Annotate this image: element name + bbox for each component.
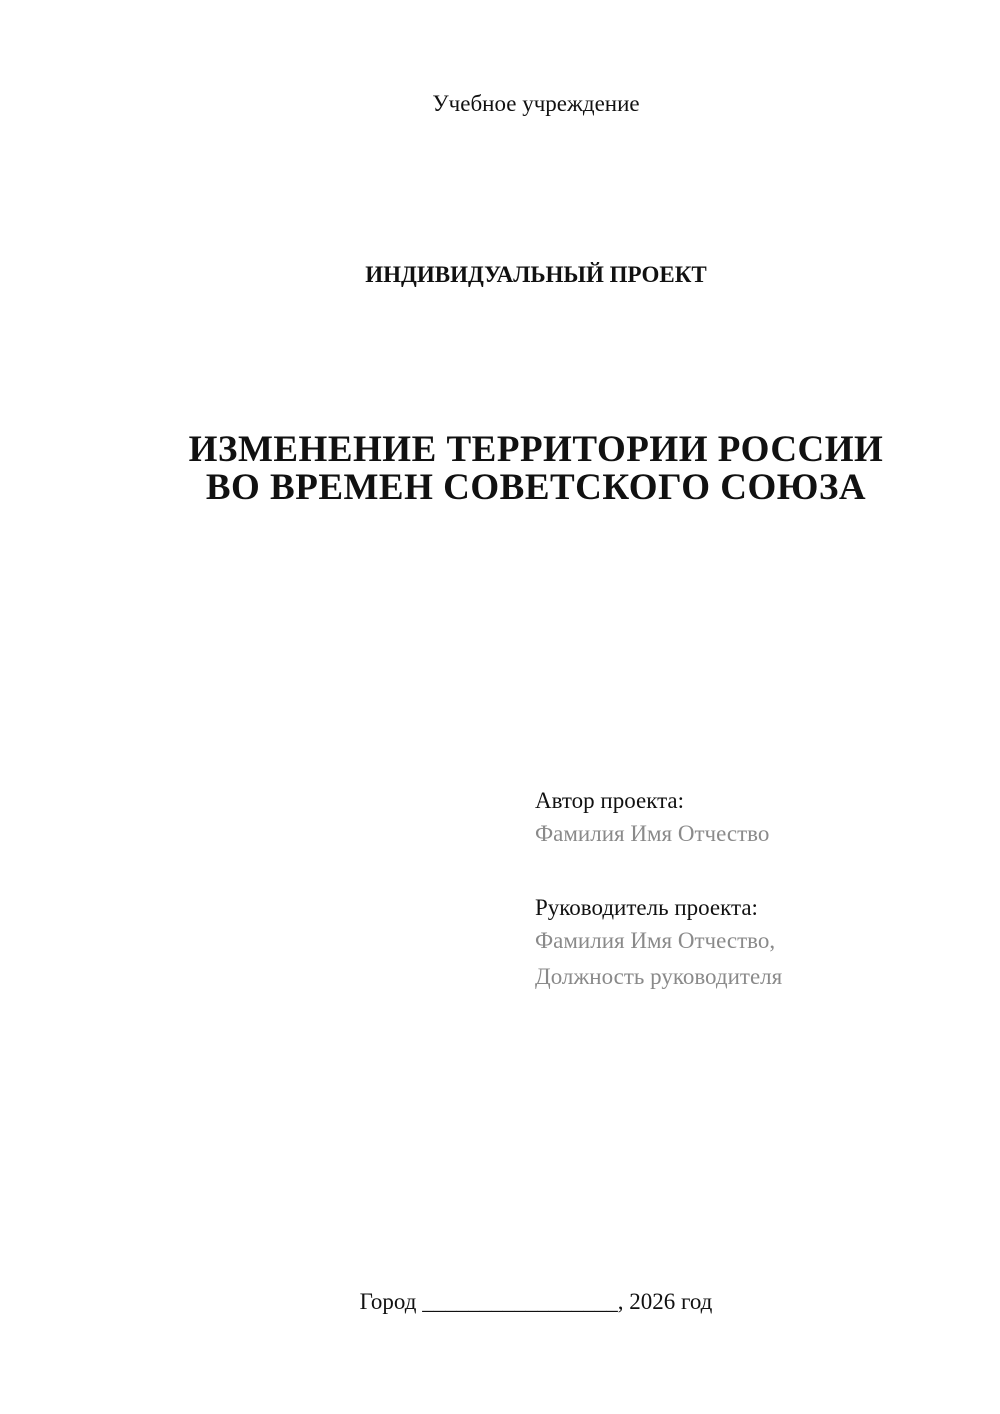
supervisor-label: Руководитель проекта: (535, 895, 758, 920)
supervisor-name-placeholder: Фамилия Имя Отчество, (535, 928, 776, 953)
project-title-line1: ИЗМЕНЕНИЕ ТЕРРИТОРИИ РОССИИ (188, 429, 884, 470)
project-title (143, 431, 929, 507)
supervisor-position-placeholder: Должность руководителя (535, 964, 783, 989)
author-label: Автор проекта: (535, 788, 684, 813)
document-type-heading: ИНДИВИДУАЛЬНЫЙ ПРОЕКТ (365, 262, 707, 287)
city-year-line: Город _________________, 2026 год (359, 1289, 713, 1314)
institution-line: Учебное учреждение (432, 91, 640, 116)
author-name-placeholder: Фамилия Имя Отчество (535, 821, 770, 846)
project-title-line2: ВО ВРЕМЕН СОВЕТСКОГО СОЮЗА (205, 467, 867, 508)
